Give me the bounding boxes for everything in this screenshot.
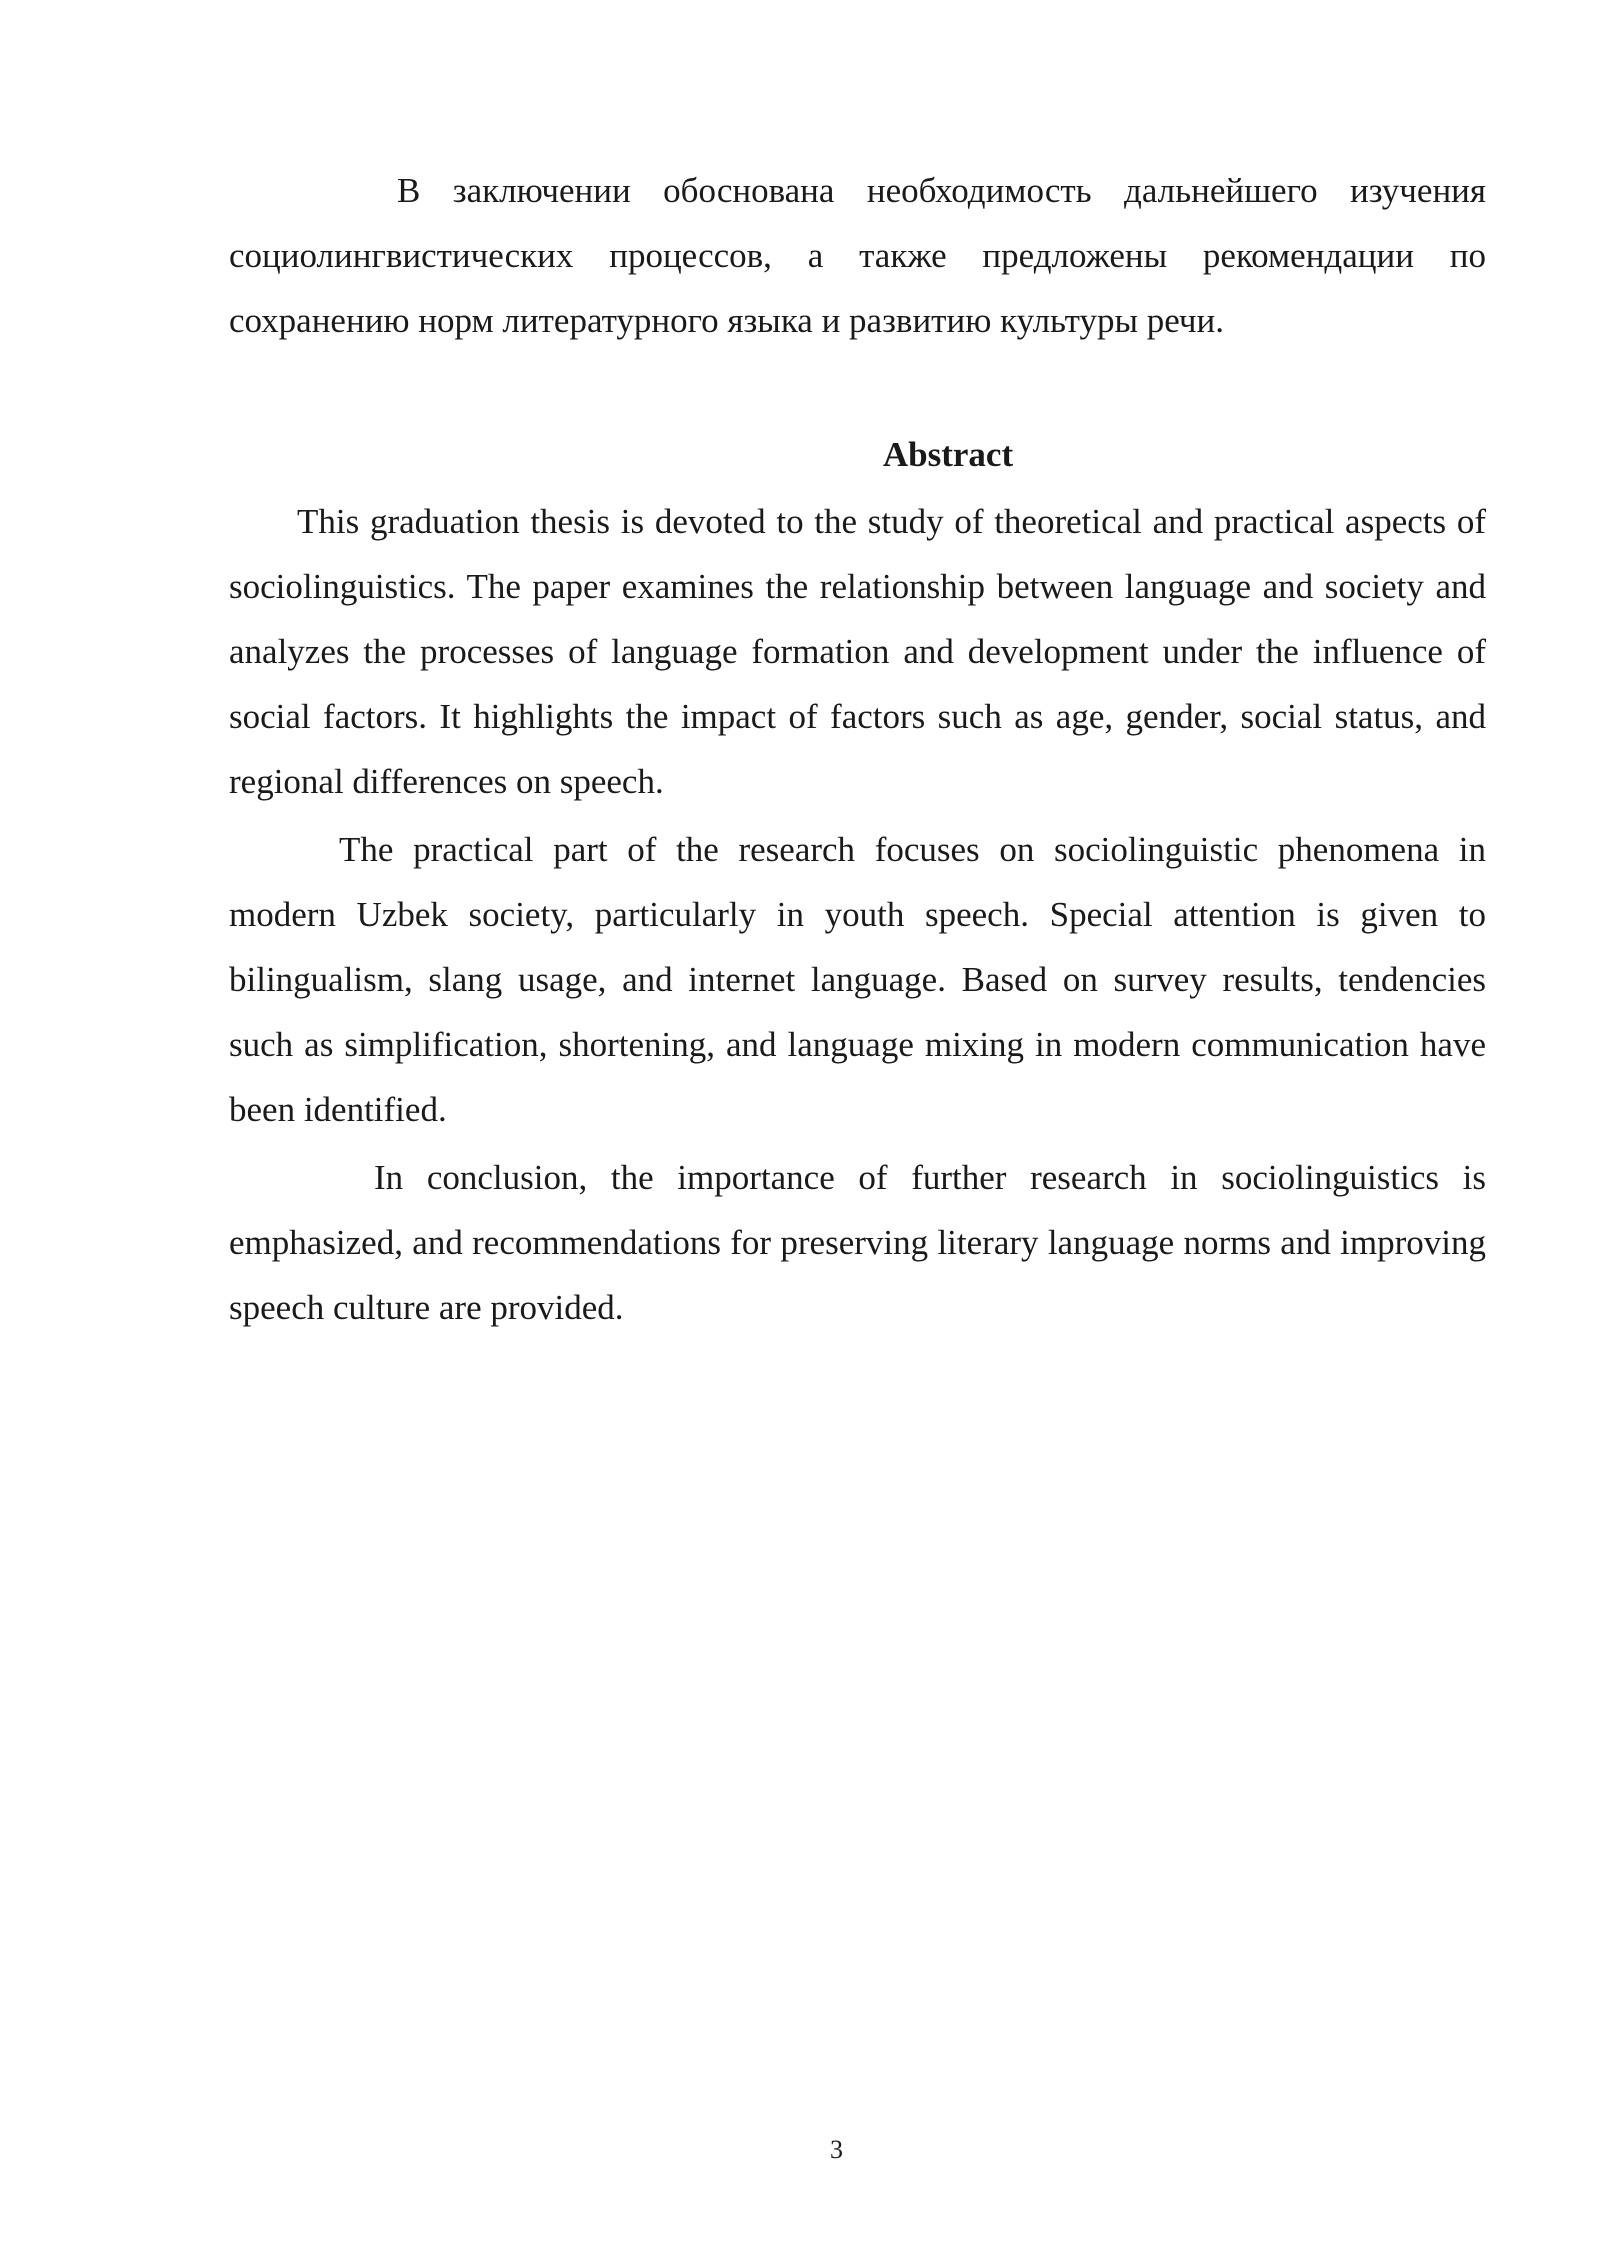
abstract-paragraph-3: In conclusion, the importance of further research in sociolinguistics is emphasized, and recommendations for preserving literary language norms and improving speech culture are provided. xyxy=(229,1158,1486,1327)
page-number: 3 xyxy=(830,2135,843,2164)
russian-conclusion-paragraph: В заключении обоснована необходимость дальнейшего изучения социолингвистических процессов, а также предложены рекомендации по сохранению норм литературного языка и развитию культуры речи. xyxy=(229,171,1486,340)
abstract-heading: Abstract xyxy=(882,435,1014,474)
abstract-paragraph-2: The practical part of the research focuses on sociolinguistic phenomena in modern Uzbek society, particularly in youth speech. Special attention is given to bilingualism, slang usage, and internet language. Based on survey results, tendencies such as simplification, shortening, and language mixing in modern communication have been identified. xyxy=(229,830,1486,1129)
abstract-paragraph-1: This graduation thesis is devoted to the study of theoretical and practical aspects of sociolinguistics. The paper examines the relationship between language and society and analyzes the processes of language formation and development under the influence of social factors. It highlights the impact of factors such as age, gender, social status, and regional differences on speech. xyxy=(229,502,1486,801)
